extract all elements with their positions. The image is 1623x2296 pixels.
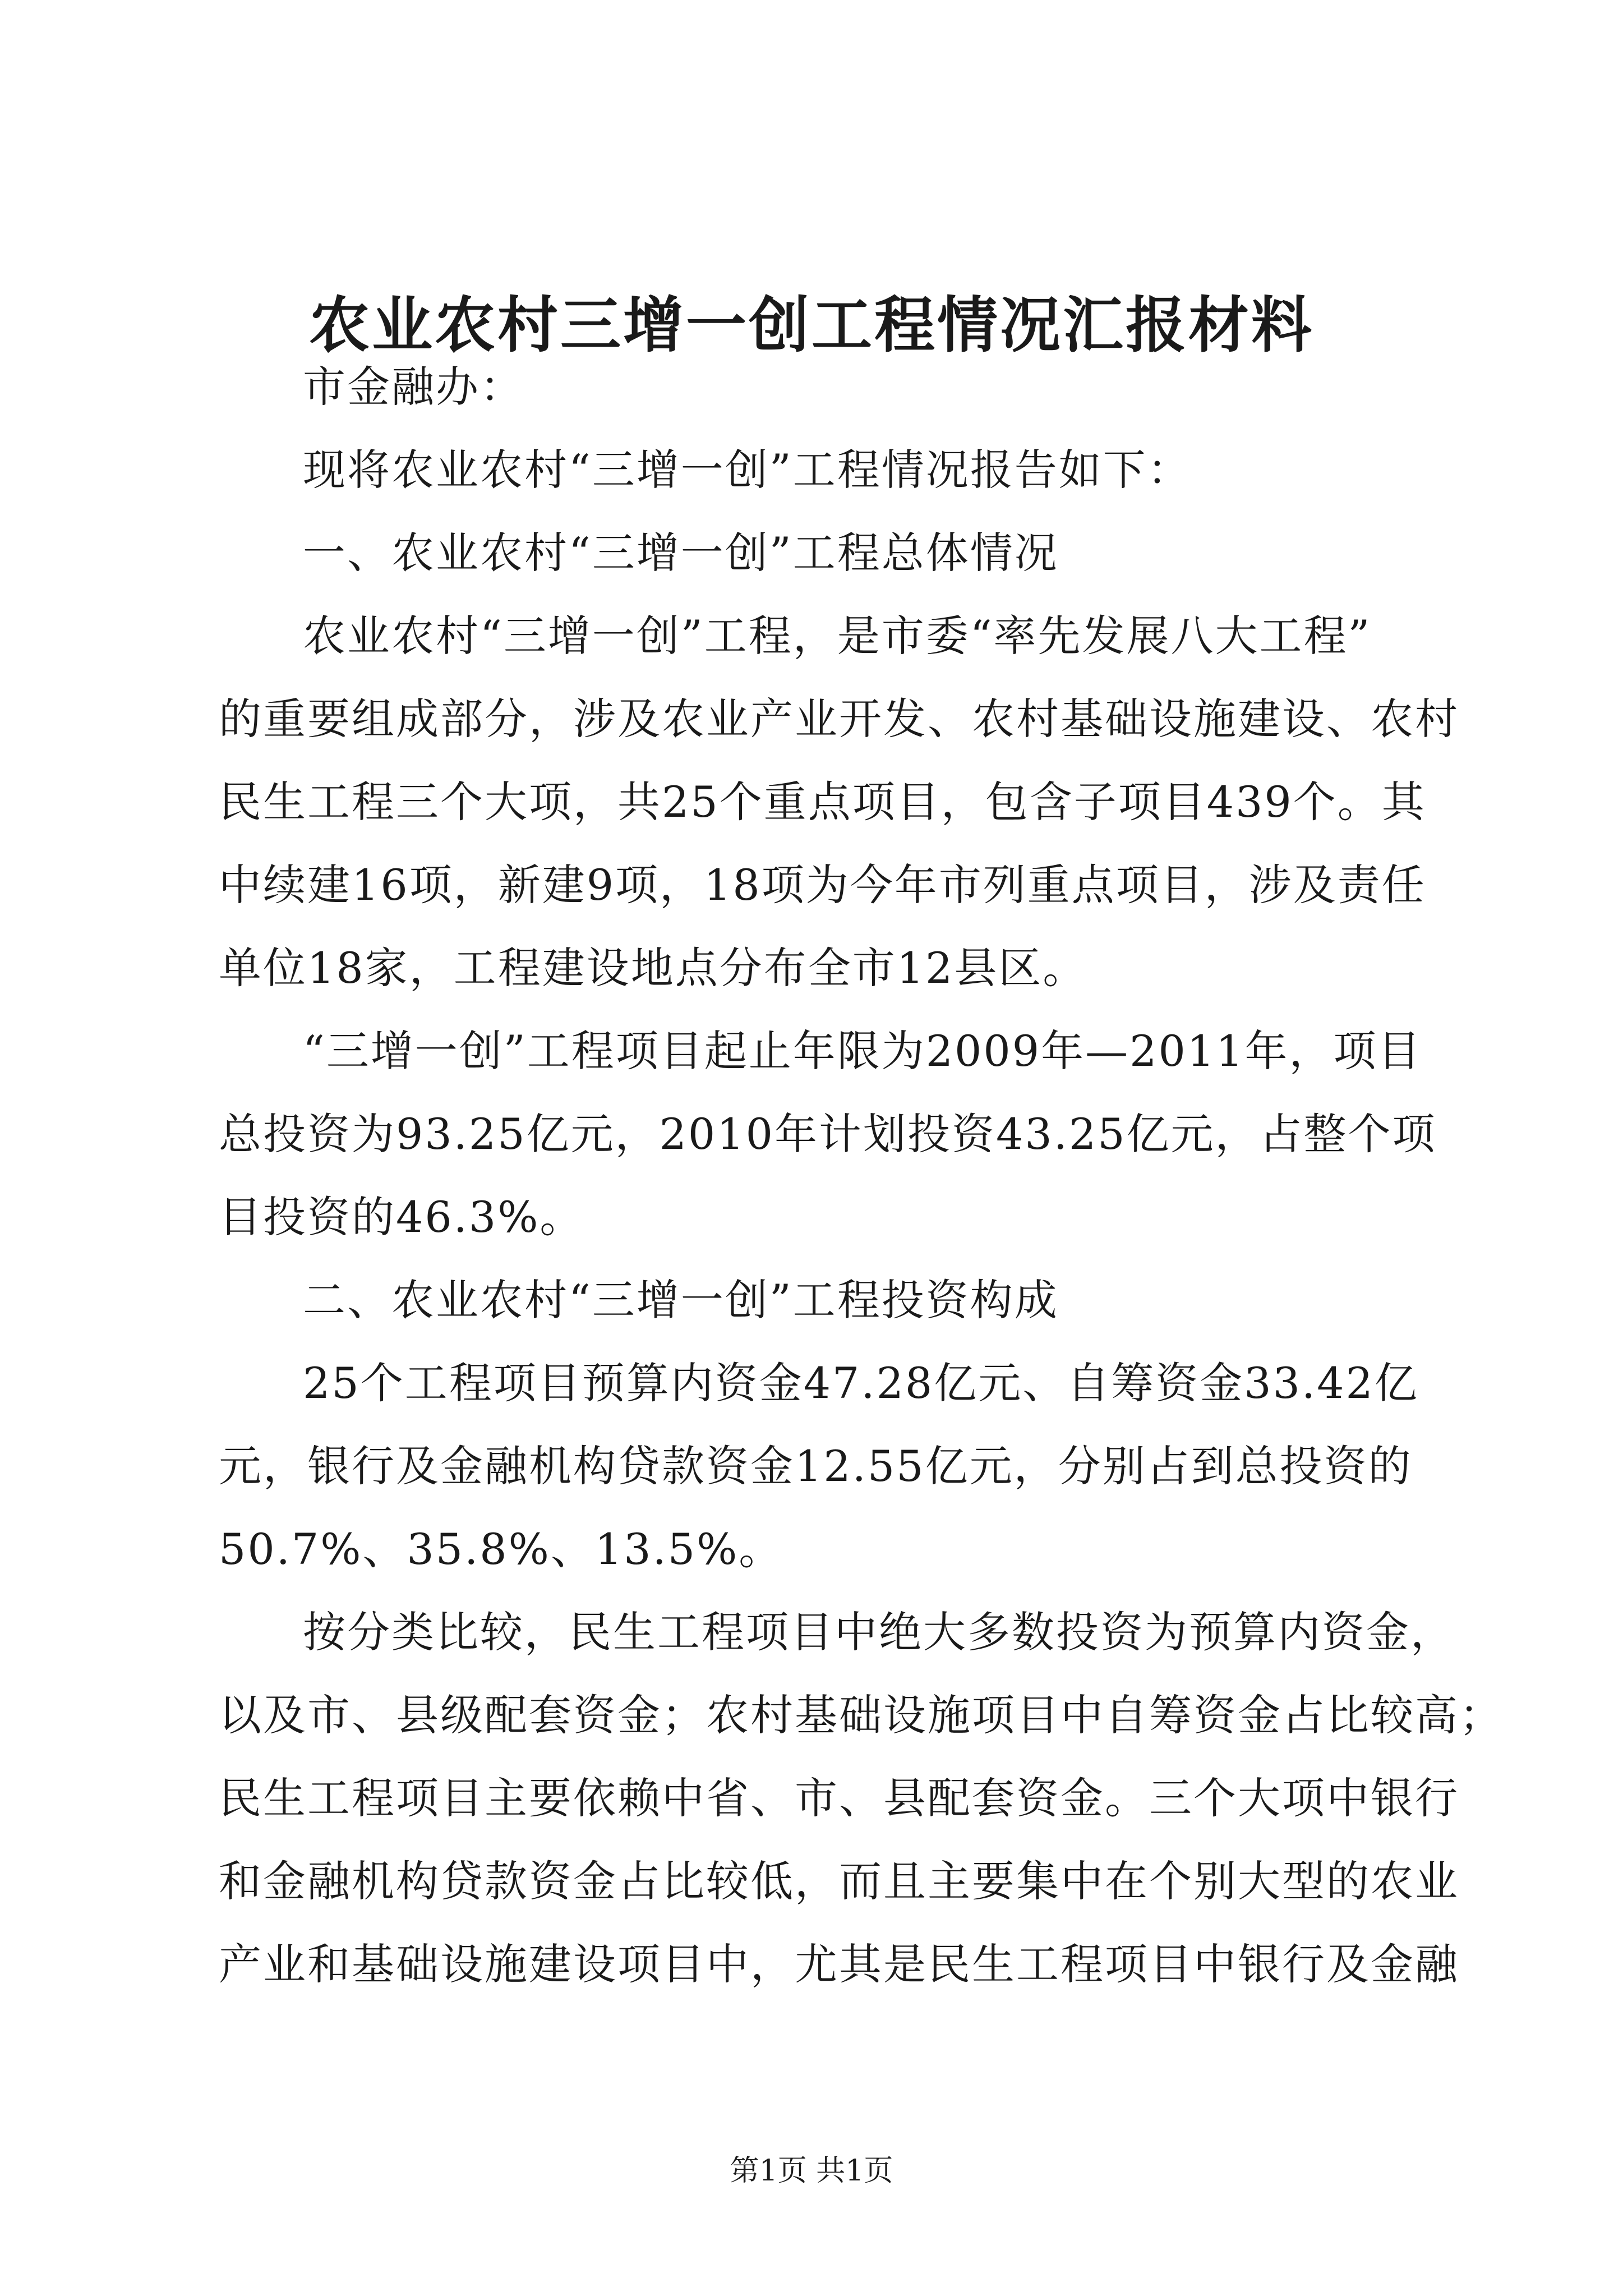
paragraph-line: 25个工程项目预算内资金47.28亿元、自筹资金33.42亿	[303, 1358, 1419, 1408]
section-heading-1: 一、农业农村“三增一创”工程总体情况	[303, 528, 1059, 578]
paragraph-line: 50.7%、35.8%、13.5%。	[219, 1524, 783, 1574]
paragraph-line: 单位18家，工程建设地点分布全市12县区。	[219, 943, 1087, 993]
paragraph-line: 目投资的46.3%。	[219, 1192, 584, 1242]
paragraph-line: 民生工程三个大项，共25个重点项目，包含子项目439个。其	[219, 777, 1426, 827]
paragraph-line: 的重要组成部分，涉及农业产业开发、农村基础设施建设、农村	[219, 694, 1459, 744]
paragraph-line: 按分类比较，民生工程项目中绝大多数投资为预算内资金，	[303, 1607, 1455, 1657]
paragraph-line: 民生工程项目主要依赖中省、市、县配套资金。三个大项中银行	[219, 1773, 1459, 1823]
salutation: 市金融办：	[303, 362, 524, 412]
intro-paragraph: 现将农业农村“三增一创”工程情况报告如下：	[303, 445, 1192, 495]
paragraph-line: 以及市、县级配套资金；农村基础设施项目中自筹资金占比较高；	[219, 1690, 1504, 1740]
section-heading-2: 二、农业农村“三增一创”工程投资构成	[303, 1275, 1059, 1325]
document-title: 农业农村三增一创工程情况汇报材料	[308, 290, 1314, 361]
paragraph-line: 总投资为93.25亿元，2010年计划投资43.25亿元，占整个项	[219, 1109, 1437, 1159]
paragraph-line: 中续建16项，新建9项，18项为今年市列重点项目，涉及责任	[219, 860, 1426, 910]
paragraph-line: 农业农村“三增一创”工程，是市委“率先发展八大工程”	[303, 611, 1372, 661]
page-number: 第1页 共1页	[730, 2154, 893, 2188]
paragraph-line: 产业和基础设施建设项目中，尤其是民生工程项目中银行及金融	[219, 1939, 1459, 1989]
paragraph-line: “三增一创”工程项目起止年限为2009年—2011年，项目	[303, 1026, 1422, 1076]
paragraph-line: 和金融机构贷款资金占比较低，而且主要集中在个别大型的农业	[219, 1856, 1459, 1906]
paragraph-line: 元，银行及金融机构贷款资金12.55亿元，分别占到总投资的	[219, 1441, 1413, 1491]
